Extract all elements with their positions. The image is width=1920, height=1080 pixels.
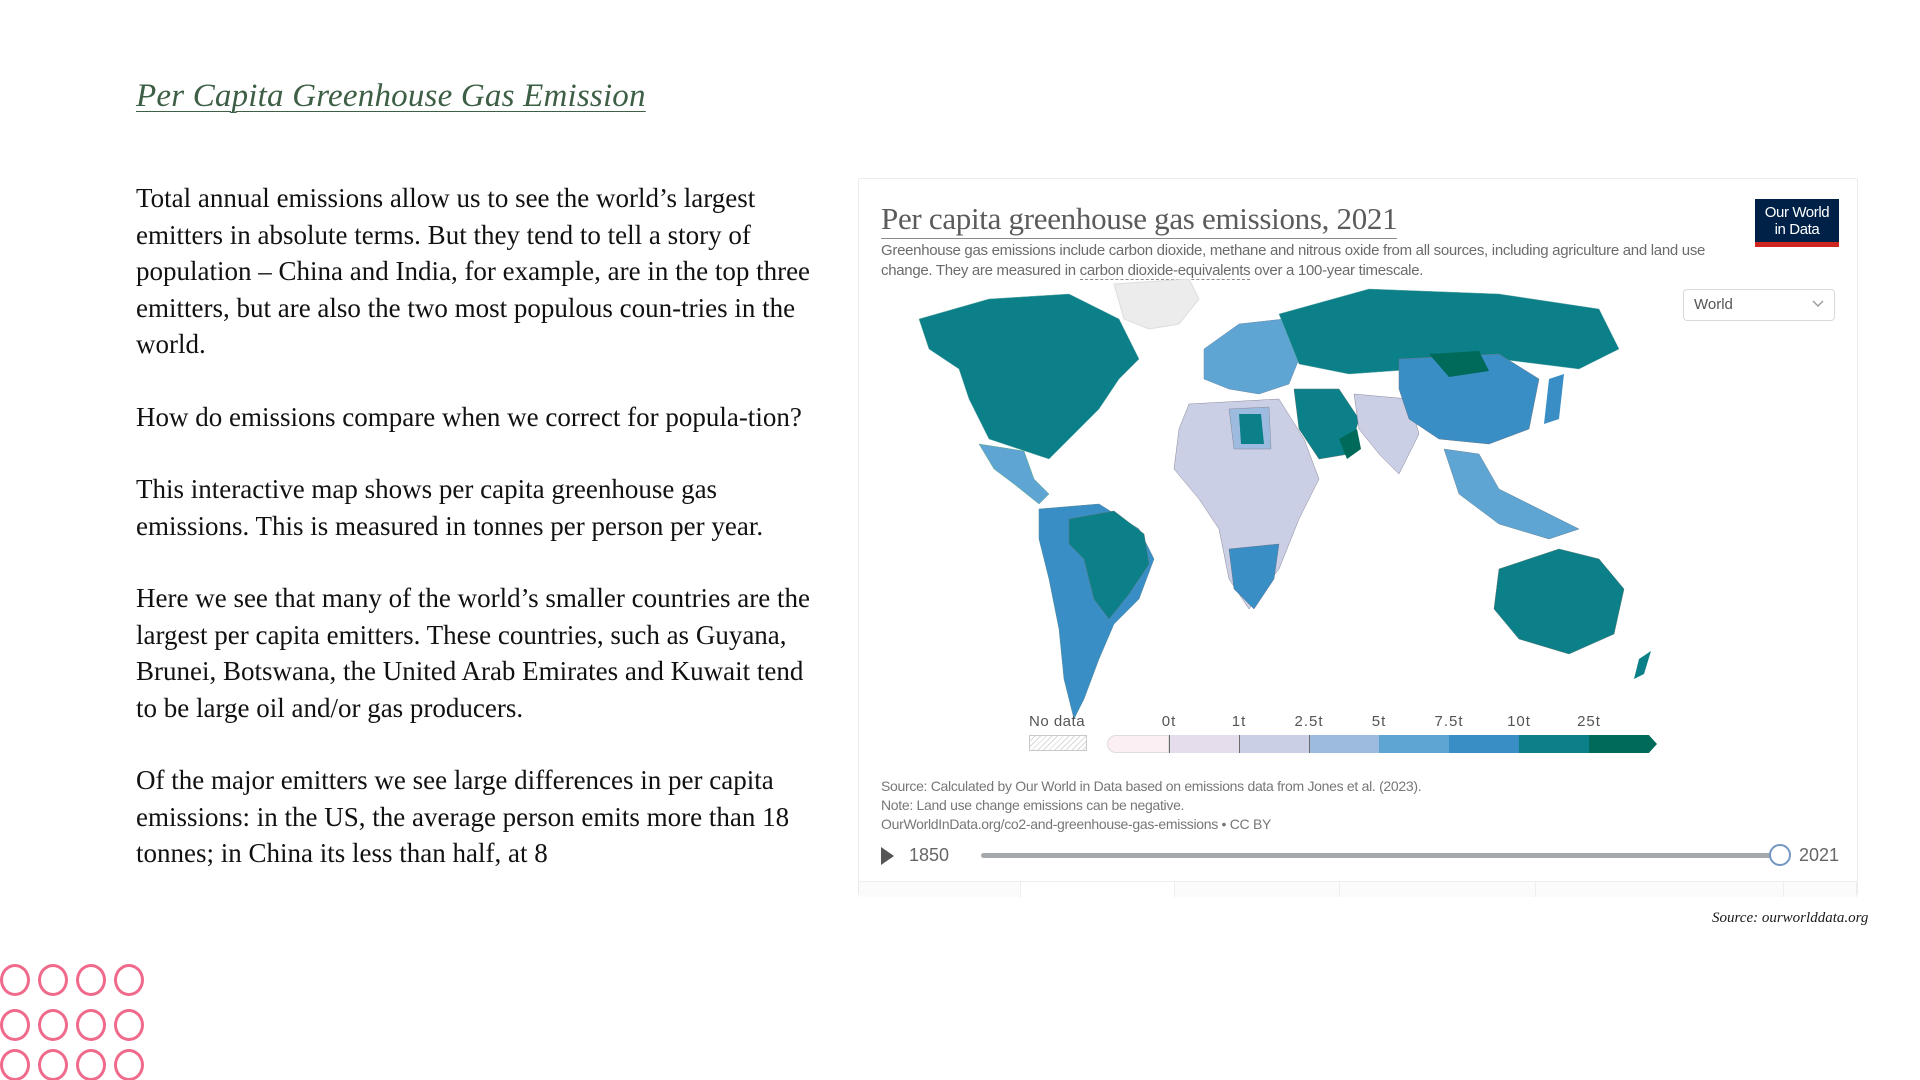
timeline-handle[interactable] bbox=[1769, 844, 1791, 866]
legend-seg[interactable] bbox=[1169, 735, 1239, 753]
play-icon[interactable] bbox=[881, 847, 894, 865]
owid-logo[interactable] bbox=[1755, 199, 1839, 247]
legend-nodata-label: No data bbox=[1029, 713, 1086, 730]
emissions-map-chart bbox=[858, 178, 1858, 896]
legend-color-bar bbox=[1107, 735, 1677, 753]
legend-tick: 2.5t bbox=[1294, 713, 1324, 730]
world-map[interactable] bbox=[899, 279, 1679, 759]
chart-tab[interactable] bbox=[859, 882, 1021, 897]
circle-icon bbox=[114, 1009, 144, 1041]
chart-notes bbox=[881, 777, 1421, 834]
timeline-end-year: 2021 bbox=[1799, 845, 1840, 865]
logo-text: in Data bbox=[1774, 221, 1820, 238]
chart-tab[interactable] bbox=[1021, 882, 1175, 897]
paragraph: Here we see that many of the world’s smaller countries are the largest per capita emitters. These countries, such as Guyana, Brunei, Botswana, the United Arab Emirates and Kuwait tend to be large oil and/or gas producers. bbox=[136, 583, 810, 723]
circle-icon bbox=[114, 1049, 144, 1080]
paragraph: How do emissions compare when we correct for popula-tion? bbox=[136, 401, 802, 432]
timeline-start-year: 1850 bbox=[909, 845, 950, 865]
paragraph: Total annual emissions allow us to see the world’s largest emitters in absolute terms. But they tend to tell a story of population – China and India, for example, are in the top three emitters, but are also the two most populous coun-tries in the world. bbox=[136, 183, 811, 359]
map-region-australia bbox=[1494, 549, 1624, 654]
region-select[interactable] bbox=[1683, 289, 1835, 321]
circle-icon bbox=[0, 1009, 30, 1041]
circle-icon bbox=[38, 1009, 68, 1041]
legend-seg[interactable] bbox=[1449, 735, 1519, 753]
chart-tab[interactable] bbox=[1175, 882, 1340, 897]
legend-nodata-swatch bbox=[1029, 735, 1087, 751]
paragraph: This interactive map shows per capita greenhouse gas emissions. This is measured in tonnes per person per year. bbox=[136, 474, 764, 541]
legend-seg[interactable] bbox=[1239, 735, 1309, 753]
legend-seg[interactable] bbox=[1589, 735, 1657, 753]
subtitle-text: Greenhouse gas emissions include carbon dioxide, methane and nitrous oxide from all sources, including agriculture and land use change. They are measured in bbox=[881, 242, 1706, 279]
chart-tab[interactable] bbox=[1784, 882, 1857, 897]
legend-tick: 0t bbox=[1161, 713, 1177, 730]
map-region-libya bbox=[1239, 414, 1264, 444]
paragraph: Of the major emitters we see large differences in per capita emissions: in the US, the average person emits more than 18 tonnes; in China its less than half, at 8 bbox=[136, 765, 790, 868]
legend-seg[interactable] bbox=[1519, 735, 1589, 753]
region-select-value: World bbox=[1694, 296, 1733, 313]
chart-tab[interactable] bbox=[1340, 882, 1536, 897]
map-region-greenland bbox=[1114, 279, 1199, 329]
timeline-slider[interactable] bbox=[881, 841, 1841, 871]
body-text bbox=[136, 180, 816, 908]
map-region-new-zealand bbox=[1634, 651, 1651, 679]
circle-icon bbox=[76, 964, 106, 996]
legend-tick: 10t bbox=[1507, 713, 1531, 730]
chart-title[interactable]: Per capita greenhouse gas emissions, 2021 bbox=[881, 201, 1397, 239]
circle-icon bbox=[76, 1049, 106, 1080]
circle-icon bbox=[38, 964, 68, 996]
map-region-southeast-asia bbox=[1444, 449, 1579, 539]
chart-tab-strip bbox=[859, 881, 1857, 896]
logo-text: Our World bbox=[1764, 204, 1830, 221]
legend-tick: 1t bbox=[1231, 713, 1247, 730]
legend-seg[interactable] bbox=[1107, 735, 1169, 753]
land-use-note: Note: Land use change emissions can be negative. bbox=[881, 797, 1185, 813]
legend-tick: 7.5t bbox=[1434, 713, 1464, 730]
timeline-track[interactable] bbox=[981, 853, 1776, 858]
page-title: Per Capita Greenhouse Gas Emission bbox=[136, 78, 646, 114]
source-caption: Source: ourworlddata.org bbox=[1712, 910, 1869, 926]
circle-icon bbox=[114, 964, 144, 996]
legend-tick: 25t bbox=[1577, 713, 1601, 730]
map-legend bbox=[1029, 713, 1729, 773]
chart-tab[interactable] bbox=[1536, 882, 1784, 897]
chart-subtitle bbox=[881, 241, 1741, 281]
chevron-down-icon bbox=[1812, 297, 1824, 309]
circle-icon bbox=[0, 1049, 30, 1080]
source-note: Source: Calculated by Our World in Data based on emissions data from Jones et al. (2023). bbox=[881, 778, 1422, 794]
map-region-europe bbox=[1204, 319, 1299, 394]
subtitle-text: over a 100-year timescale. bbox=[1250, 262, 1424, 279]
url-note[interactable]: OurWorldInData.org/co2-and-greenhouse-gas-emissions • CC BY bbox=[881, 816, 1272, 832]
co2-equivalents-link[interactable]: carbon dioxide-equivalents bbox=[1079, 262, 1251, 279]
map-region-southern-africa bbox=[1229, 544, 1279, 609]
map-region-north-america bbox=[919, 294, 1139, 459]
legend-tick: 5t bbox=[1371, 713, 1387, 730]
circle-icon bbox=[0, 964, 30, 996]
circle-icon bbox=[38, 1049, 68, 1080]
map-region-japan bbox=[1544, 374, 1564, 424]
legend-seg[interactable] bbox=[1309, 735, 1379, 753]
circle-icon bbox=[76, 1009, 106, 1041]
legend-seg[interactable] bbox=[1379, 735, 1449, 753]
